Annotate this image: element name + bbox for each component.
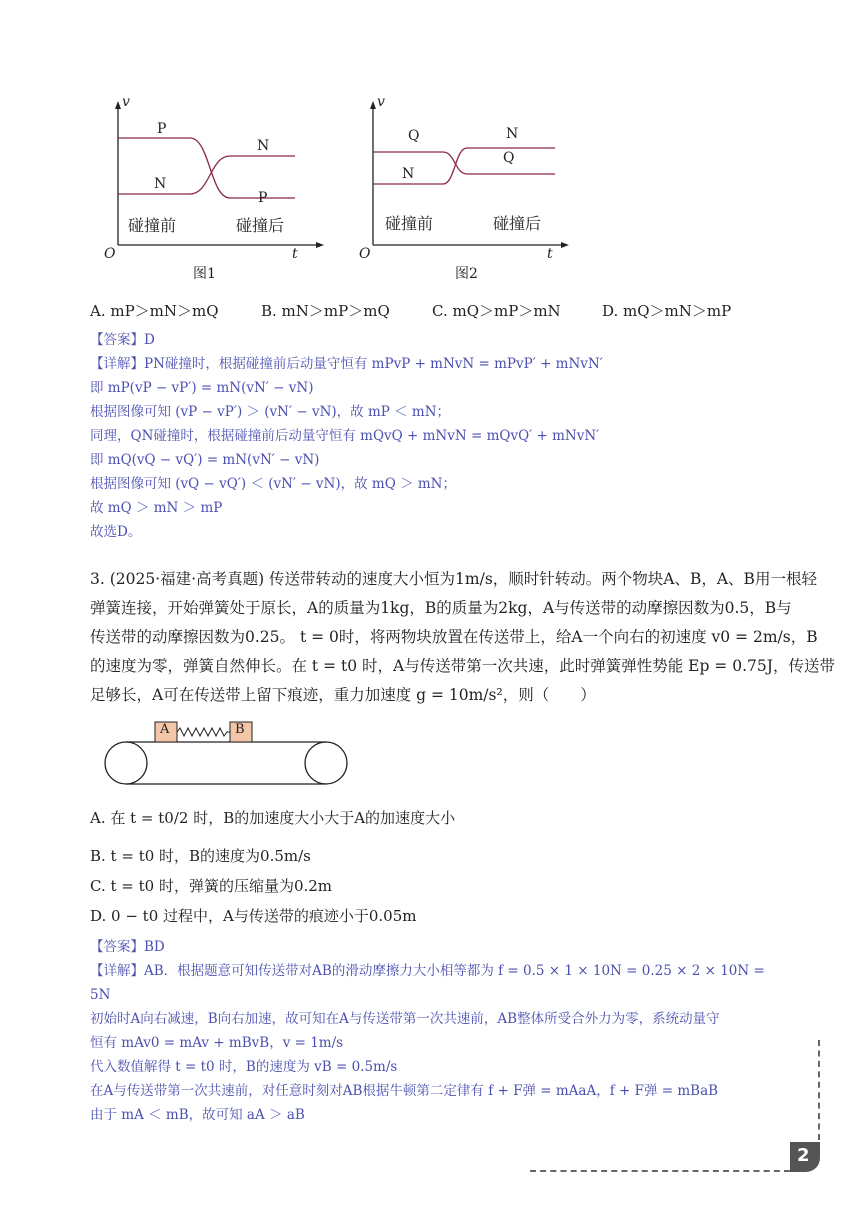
fig1-label-n-before: N	[154, 176, 167, 192]
fig1-label-n-after: N	[257, 138, 270, 154]
page-number: 2	[797, 1145, 810, 1166]
q2-solution	[90, 328, 830, 544]
fig1-before-label: 碰撞前	[128, 216, 177, 235]
q3-option-a: A. 在 t = t0/2 时，B的加速度大小大于A的加速度大小	[90, 809, 456, 827]
q2-option-b: B. mN＞mP＞mQ	[261, 302, 390, 320]
q3-stem	[90, 565, 835, 710]
curve-q	[373, 152, 555, 174]
q2-solution-line: 即 mQ(vQ − vQ′) = mN(vN′ − vN)	[90, 452, 320, 468]
dashed-border-right	[818, 1040, 820, 1140]
q3-stem-line: 传送带的动摩擦因数为0.25。 t = 0时，将两物块放置在传送带上，给A一个向右的初速度 v0 = 2m/s，B	[90, 628, 818, 646]
block-b-label: B	[235, 722, 245, 737]
fig2-label-n-after: N	[506, 126, 519, 142]
fig2-axis-v: v	[377, 94, 385, 110]
q3-answer: 【答案】BD	[90, 939, 165, 955]
q3-solution-line: 5N	[90, 987, 111, 1003]
figure-2-graph	[355, 95, 585, 270]
q3-stem-line: 弹簧连接，开始弹簧处于原长，A的质量为1kg，B的质量为2kg，A与传送带的动摩擦因数为0.5，B与	[90, 599, 792, 617]
q2-solution-line: 同理，QN碰撞时，根据碰撞前后动量守恒有 mQvQ + mNvN = mQvQ′ + mNvN′	[90, 428, 600, 444]
q3-solution-line: 由于 mA ＜ mB，故可知 aA ＞ aB	[90, 1107, 305, 1123]
q3-stem-line: 3. (2025·福建·高考真题) 传送带转动的速度大小恒为1m/s，顺时针转动。两个物块A、B，A、B用一根轻	[90, 570, 817, 588]
q2-solution-line: 根据图像可知 (vQ − vQ′) ＜ (vN′ − vN)，故 mQ ＞ mN；	[90, 476, 456, 492]
fig1-origin: O	[104, 246, 116, 262]
spring	[177, 728, 230, 736]
fig2-axis-t: t	[547, 246, 553, 262]
q2-solution-line: 故选D。	[90, 524, 142, 540]
q3-solution	[90, 935, 820, 1127]
fig2-label-q-after: Q	[503, 150, 515, 166]
q2-option-d: D. mQ＞mN＞mP	[602, 302, 732, 320]
fig2-caption: 图2	[455, 266, 478, 282]
q3-solution-line: 【详解】AB．根据题意可知传送带对AB的滑动摩擦力大小相等都为 f = 0.5 × 1 × 10N = 0.25 × 2 × 10N =	[90, 963, 765, 979]
q3-solution-line: 恒有 mAv0 = mAv + mBvB，v = 1m/s	[90, 1035, 344, 1051]
q3-option-c: C. t = t0 时，弹簧的压缩量为0.2m	[90, 877, 333, 895]
figure-1-graph	[100, 95, 330, 270]
q2-solution-line: 根据图像可知 (vP − vP′) ＞ (vN′ − vN)，故 mP ＜ mN；	[90, 404, 451, 420]
conveyor-belt-diagram	[100, 716, 355, 791]
dashed-border-bottom	[530, 1170, 790, 1172]
fig1-label-p-before: P	[157, 121, 167, 137]
fig2-label-n-before: N	[402, 166, 415, 182]
q3-solution-line: 初始时A向右减速，B向右加速，故可知在A与传送带第一次共速前，AB整体所受合外力为零，系统动量守	[90, 1011, 720, 1027]
fig2-label-q-before: Q	[408, 128, 420, 144]
q2-option-c: C. mQ＞mP＞mN	[432, 302, 561, 320]
fig2-before-label: 碰撞前	[385, 214, 434, 233]
fig1-after-label: 碰撞后	[236, 216, 285, 235]
fig1-axis-v: v	[122, 94, 130, 110]
q3-option-d: D. 0 − t0 过程中，A与传送带的痕迹小于0.05m	[90, 907, 417, 925]
q3-stem-line: 的速度为零，弹簧自然伸长。在 t = t0 时，A与传送带第一次共速，此时弹簧弹性势能 Ep = 0.75J，传送带	[90, 657, 835, 675]
q3-solution-line: 在A与传送带第一次共速前，对任意时刻对AB根据牛顿第二定律有 f + F弹 = mAaA，f + F弹 = mBaB	[90, 1083, 719, 1099]
fig1-caption: 图1	[193, 266, 216, 282]
fig2-after-label: 碰撞后	[493, 214, 542, 233]
fig2-origin: O	[359, 246, 371, 262]
q3-option-b: B. t = t0 时，B的速度为0.5m/s	[90, 847, 311, 865]
fig1-axis-t: t	[292, 246, 298, 262]
q3-solution-line: 代入数值解得 t = t0 时，B的速度为 vB = 0.5m/s	[90, 1059, 398, 1075]
curve-n2	[373, 148, 555, 184]
q2-solution-line: 【详解】PN碰撞时，根据碰撞前后动量守恒有 mPvP + mNvN = mPvP′ + mNvN′	[90, 356, 603, 372]
curve-n	[118, 156, 295, 194]
q2-solution-line: 即 mP(vP − vP′) = mN(vN′ − vN)	[90, 380, 314, 396]
q2-option-a: A. mP＞mN＞mQ	[90, 302, 219, 320]
fig1-label-p-after: P	[258, 190, 268, 206]
block-a-label: A	[160, 722, 170, 737]
q3-stem-line: 足够长，A可在传送带上留下痕迹，重力加速度 g = 10m/s²，则（ ）	[90, 686, 596, 704]
q2-solution-line: 故 mQ ＞ mN ＞ mP	[90, 500, 223, 516]
q2-answer: 【答案】D	[90, 332, 155, 348]
